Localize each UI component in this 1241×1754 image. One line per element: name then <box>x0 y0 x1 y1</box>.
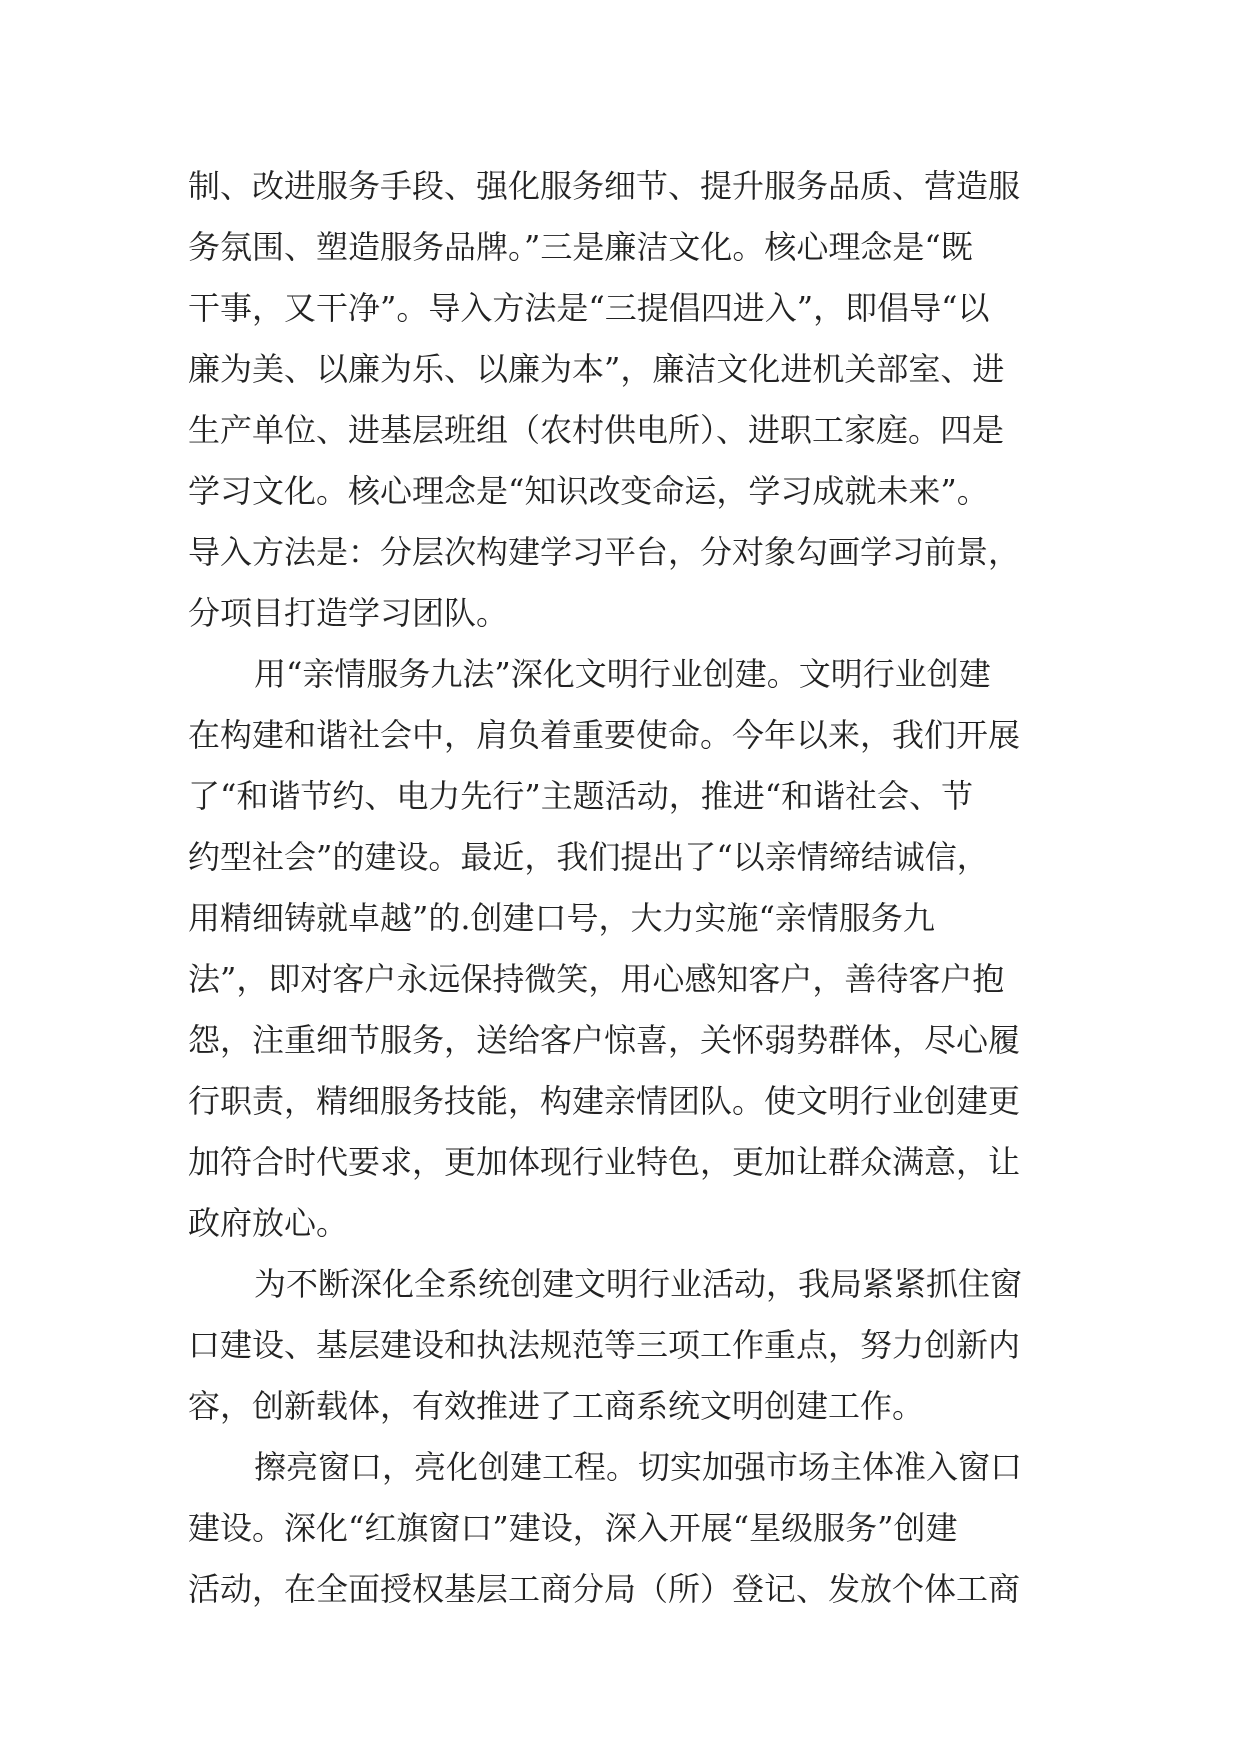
text-line: 分项目打造学习团队。 <box>188 594 509 632</box>
text-line: 口建设、基层建设和执法规范等三项工作重点，努力创新内 <box>188 1326 1021 1364</box>
text-line: 了“和谐节约、电力先行”主题活动，推进“和谐社会、节 <box>188 777 974 815</box>
text-line: 政府放心。 <box>188 1204 349 1242</box>
text-line: 怨，注重细节服务，送给客户惊喜，关怀弱势群体，尽心履 <box>188 1021 1021 1059</box>
text-line: 行职责，精细服务技能，构建亲情团队。使文明行业创建更 <box>188 1082 1021 1120</box>
text-line: 用精细铸就卓越”的.创建口号，大力实施“亲情服务九 <box>188 899 935 937</box>
text-line: 加符合时代要求，更加体现行业特色，更加让群众满意，让 <box>188 1143 1021 1181</box>
text-line: 学习文化。核心理念是“知识改变命运，学习成就未来”。 <box>188 472 989 510</box>
text-line: 擦亮窗口，亮化创建工程。切实加强市场主体准入窗口 <box>254 1448 1023 1486</box>
text-line: 容，创新载体，有效推进了工商系统文明创建工作。 <box>188 1387 925 1425</box>
text-line: 生产单位、进基层班组（农村供电所）、进职工家庭。四是 <box>188 411 1005 449</box>
text-line: 法”，即对客户永远保持微笑，用心感知客户，善待客户抱 <box>188 960 1005 998</box>
text-line: 廉为美、以廉为乐、以廉为本”，廉洁文化进机关部室、进 <box>188 350 1005 388</box>
text-line: 务氛围、塑造服务品牌。”三是廉洁文化。核心理念是“既 <box>188 228 973 266</box>
text-line: 在构建和谐社会中，肩负着重要使命。今年以来，我们开展 <box>188 716 1021 754</box>
text-line: 干事，又干净”。导入方法是“三提倡四进入”，即倡导“以 <box>188 289 990 327</box>
text-line: 用“亲情服务九法”深化文明行业创建。文明行业创建 <box>254 655 991 693</box>
text-line: 约型社会”的建设。最近，我们提出了“以亲情缔结诚信， <box>188 838 989 876</box>
document-body <box>188 156 1058 1620</box>
text-line: 导入方法是：分层次构建学习平台，分对象勾画学习前景， <box>188 533 1021 571</box>
text-line: 活动，在全面授权基层工商分局（所）登记、发放个体工商 <box>188 1570 1021 1608</box>
text-line: 制、改进服务手段、强化服务细节、提升服务品质、营造服 <box>188 167 1021 205</box>
text-line: 为不断深化全系统创建文明行业活动，我局紧紧抓住窗 <box>254 1265 1023 1303</box>
text-line: 建设。深化“红旗窗口”建设，深入开展“星级服务”创建 <box>188 1509 958 1547</box>
